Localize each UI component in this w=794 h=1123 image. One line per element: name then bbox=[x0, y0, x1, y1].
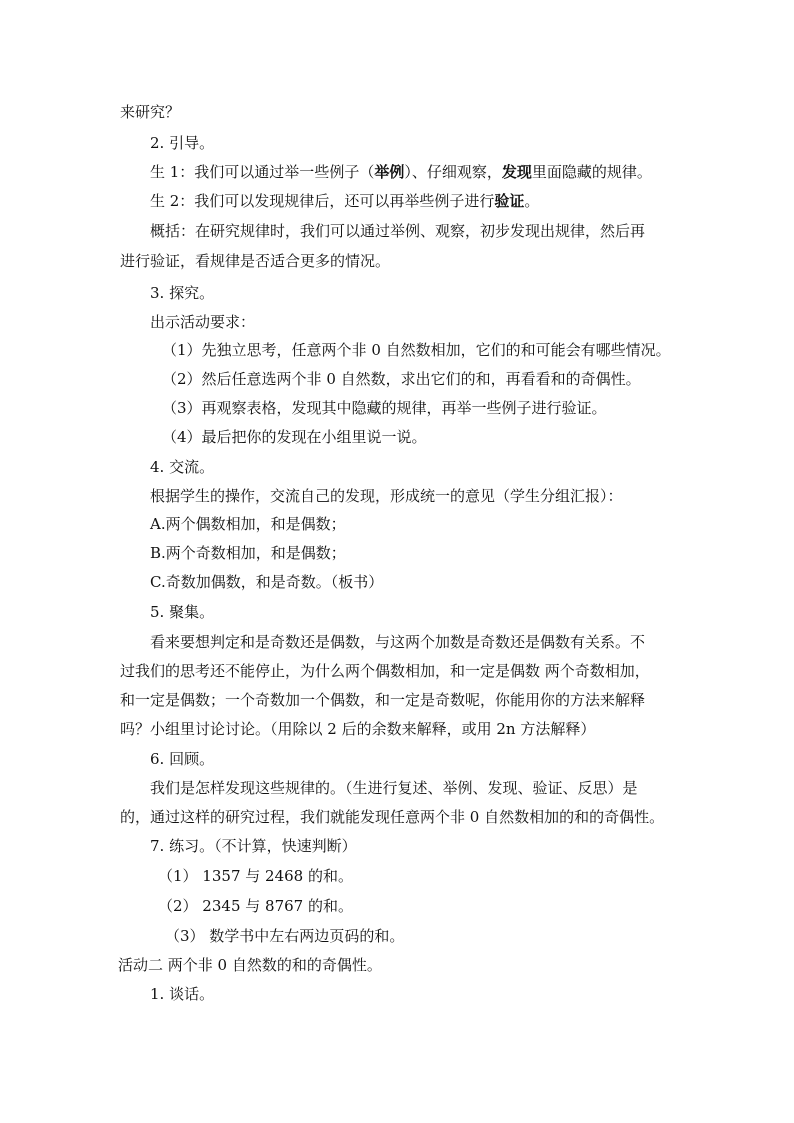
text-line: 根据学生的操作，交流自己的发现，形成统一的意见（学生分组汇报）： bbox=[150, 487, 623, 505]
text-line: 过我们的思考还不能停止，为什么两个偶数相加，和一定是偶数 两个奇数相加， bbox=[120, 662, 650, 680]
list-item: （2） 2345 与 8767 的和。 bbox=[158, 897, 353, 915]
list-item: （1）先独立思考，任意两个非 0 自然数相加，它们的和可能会有哪些情况。 bbox=[162, 341, 671, 359]
list-item: （4）最后把你的发现在小组里说一说。 bbox=[162, 428, 427, 446]
text-line: 来研究？ bbox=[120, 103, 181, 121]
list-item: （2）然后任意选两个非 0 自然数，求出它们的和，再看看和的奇偶性。 bbox=[162, 370, 641, 388]
section-heading: 5. 聚集。 bbox=[150, 603, 215, 621]
text-line: 出示活动要求： bbox=[150, 313, 256, 331]
section-heading: 2. 引导。 bbox=[150, 134, 215, 152]
section-heading: 1. 谈话。 bbox=[150, 985, 215, 1003]
text-line: 概括：在研究规律时，我们可以通过举例、观察，初步发现出规律，然后再 bbox=[150, 222, 646, 240]
text-line: 进行验证，看规律是否适合更多的情况。 bbox=[120, 252, 391, 270]
text-line: 的，通过这样的研究过程，我们就能发现任意两个非 0 自然数相加的和的奇偶性。 bbox=[120, 808, 665, 826]
text-line: 我们是怎样发现这些规律的。（生进行复述、举例、发现、验证、反思）是 bbox=[150, 779, 638, 797]
section-heading: 7. 练习。（不计算，快速判断） bbox=[150, 837, 357, 855]
list-item: （1） 1357 与 2468 的和。 bbox=[158, 867, 353, 885]
section-heading: 4. 交流。 bbox=[150, 458, 215, 476]
section-heading: 6. 回顾。 bbox=[150, 750, 215, 768]
text-line: 看来要想判定和是奇数还是偶数，与这两个加数是奇数还是偶数有关系。不 bbox=[150, 633, 646, 651]
section-heading: 3. 探究。 bbox=[150, 284, 215, 302]
list-item: （3）再观察表格，发现其中隐藏的规律，再举一些例子进行验证。 bbox=[162, 399, 607, 417]
text-line: 和一定是偶数；一个奇数加一个偶数，和一定是奇数呢，你能用你的方法来解释 bbox=[120, 691, 646, 709]
list-item: B.两个奇数相加，和是偶数； bbox=[150, 544, 346, 562]
text-line: 生 1：我们可以通过举一些例子（举例）、仔细观察，发现里面隐藏的规律。 bbox=[150, 163, 652, 181]
list-item: （3） 数学书中左右两边页码的和。 bbox=[165, 927, 405, 945]
list-item: C.奇数加偶数，和是奇数。（板书） bbox=[150, 573, 384, 591]
text-line: 生 2：我们可以发现规律后，还可以再举些例子进行验证。 bbox=[150, 192, 540, 210]
list-item: A.两个偶数相加，和是偶数； bbox=[150, 515, 346, 533]
activity-heading: 活动二 两个非 0 自然数的和的奇偶性。 bbox=[118, 956, 382, 974]
text-line: 吗？小组里讨论讨论。（用除以 2 后的余数来解释，或用 2n 方法解释） bbox=[120, 720, 596, 738]
